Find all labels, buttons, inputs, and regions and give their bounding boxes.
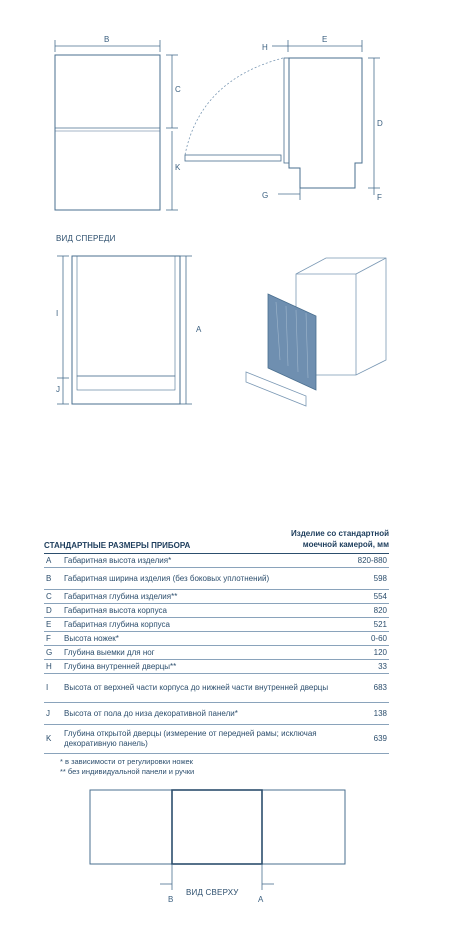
note-2: ** без индивидуальной панели и ручки bbox=[60, 767, 195, 776]
spec-key: G bbox=[46, 647, 53, 657]
spec-row bbox=[44, 674, 389, 703]
dim-label-H: H bbox=[262, 43, 268, 52]
spec-row bbox=[44, 703, 389, 725]
dim-label-C: C bbox=[175, 85, 181, 94]
installation-3d-drawing bbox=[236, 250, 396, 410]
spec-key: K bbox=[46, 734, 52, 743]
top-view-diagram bbox=[0, 782, 449, 937]
spec-desc: Глубина открытой дверцы (измерение от передней рамы; исключая декоративную панель) bbox=[64, 729, 317, 748]
spec-row bbox=[44, 646, 389, 660]
spec-row bbox=[44, 618, 389, 632]
spec-key: A bbox=[46, 555, 52, 565]
dim-label-I: I bbox=[56, 309, 59, 318]
spec-desc: Габаритная высота изделия* bbox=[64, 555, 172, 565]
front-view-caption: ВИД СПЕРЕДИ bbox=[56, 234, 116, 243]
spec-key: J bbox=[46, 708, 50, 718]
side-view-diagram bbox=[0, 0, 449, 230]
spec-column-header: Изделие со стандартной моечной камерой, мм bbox=[291, 529, 389, 549]
spec-notes bbox=[44, 757, 389, 777]
spec-desc: Глубина выемки для ног bbox=[64, 647, 155, 657]
spec-rows bbox=[44, 554, 389, 754]
top-view-label-B: B bbox=[168, 895, 174, 904]
dim-label-A: A bbox=[196, 325, 202, 334]
spec-desc: Габаритная высота корпуса bbox=[64, 605, 167, 615]
spec-value: 138 bbox=[373, 708, 387, 718]
spec-desc: Габаритная ширина изделия (без боковых уплотнений) bbox=[64, 573, 270, 583]
spec-value: 120 bbox=[373, 647, 387, 657]
spec-key: D bbox=[46, 605, 52, 615]
spec-row bbox=[44, 725, 389, 754]
spec-value: 820-880 bbox=[357, 555, 387, 565]
spec-row bbox=[44, 632, 389, 646]
spec-key: F bbox=[46, 633, 51, 643]
spec-value: 33 bbox=[378, 661, 387, 671]
spec-desc: Высота ножек* bbox=[64, 633, 119, 643]
spec-table-header bbox=[44, 528, 389, 554]
spec-desc: Глубина внутренней дверцы** bbox=[64, 661, 177, 671]
spec-value: 639 bbox=[373, 734, 387, 743]
spec-value: 521 bbox=[373, 619, 387, 629]
top-view-caption: ВИД СВЕРХУ bbox=[186, 888, 239, 897]
top-view-label-A: A bbox=[258, 895, 264, 904]
dim-label-G: G bbox=[262, 191, 269, 200]
spec-key: E bbox=[46, 619, 52, 629]
spec-table bbox=[44, 528, 389, 777]
spec-row bbox=[44, 660, 389, 674]
dim-label-J: J bbox=[56, 385, 60, 394]
spec-key: H bbox=[46, 661, 52, 671]
spec-desc: Высота от пола до низа декоративной панели* bbox=[64, 708, 238, 718]
dim-label-D: D bbox=[377, 119, 383, 128]
spec-value: 598 bbox=[373, 573, 387, 583]
dim-label-B: B bbox=[104, 35, 110, 44]
spec-row bbox=[44, 554, 389, 568]
dim-label-F: F bbox=[377, 193, 382, 202]
spec-row bbox=[44, 604, 389, 618]
dim-label-K: K bbox=[175, 163, 181, 172]
spec-row bbox=[44, 590, 389, 604]
spec-desc: Высота от верхней части корпуса до нижней части внутренней дверцы bbox=[64, 683, 329, 692]
note-1: * в зависимости от регулировки ножек bbox=[60, 757, 193, 766]
spec-value: 0-60 bbox=[370, 633, 387, 643]
spec-key: I bbox=[46, 683, 49, 692]
spec-row bbox=[44, 568, 389, 590]
spec-table-title: СТАНДАРТНЫЕ РАЗМЕРЫ ПРИБОРА bbox=[44, 541, 191, 550]
spec-key: B bbox=[46, 573, 52, 583]
dim-label-E: E bbox=[322, 35, 328, 44]
spec-value: 683 bbox=[373, 683, 387, 692]
spec-key: C bbox=[46, 591, 52, 601]
spec-desc: Габаритная глубина изделия** bbox=[64, 591, 178, 601]
spec-desc: Габаритная глубина корпуса bbox=[64, 619, 171, 629]
spec-value: 554 bbox=[373, 591, 387, 601]
front-view-diagram bbox=[0, 248, 230, 418]
spec-value: 820 bbox=[373, 605, 387, 615]
